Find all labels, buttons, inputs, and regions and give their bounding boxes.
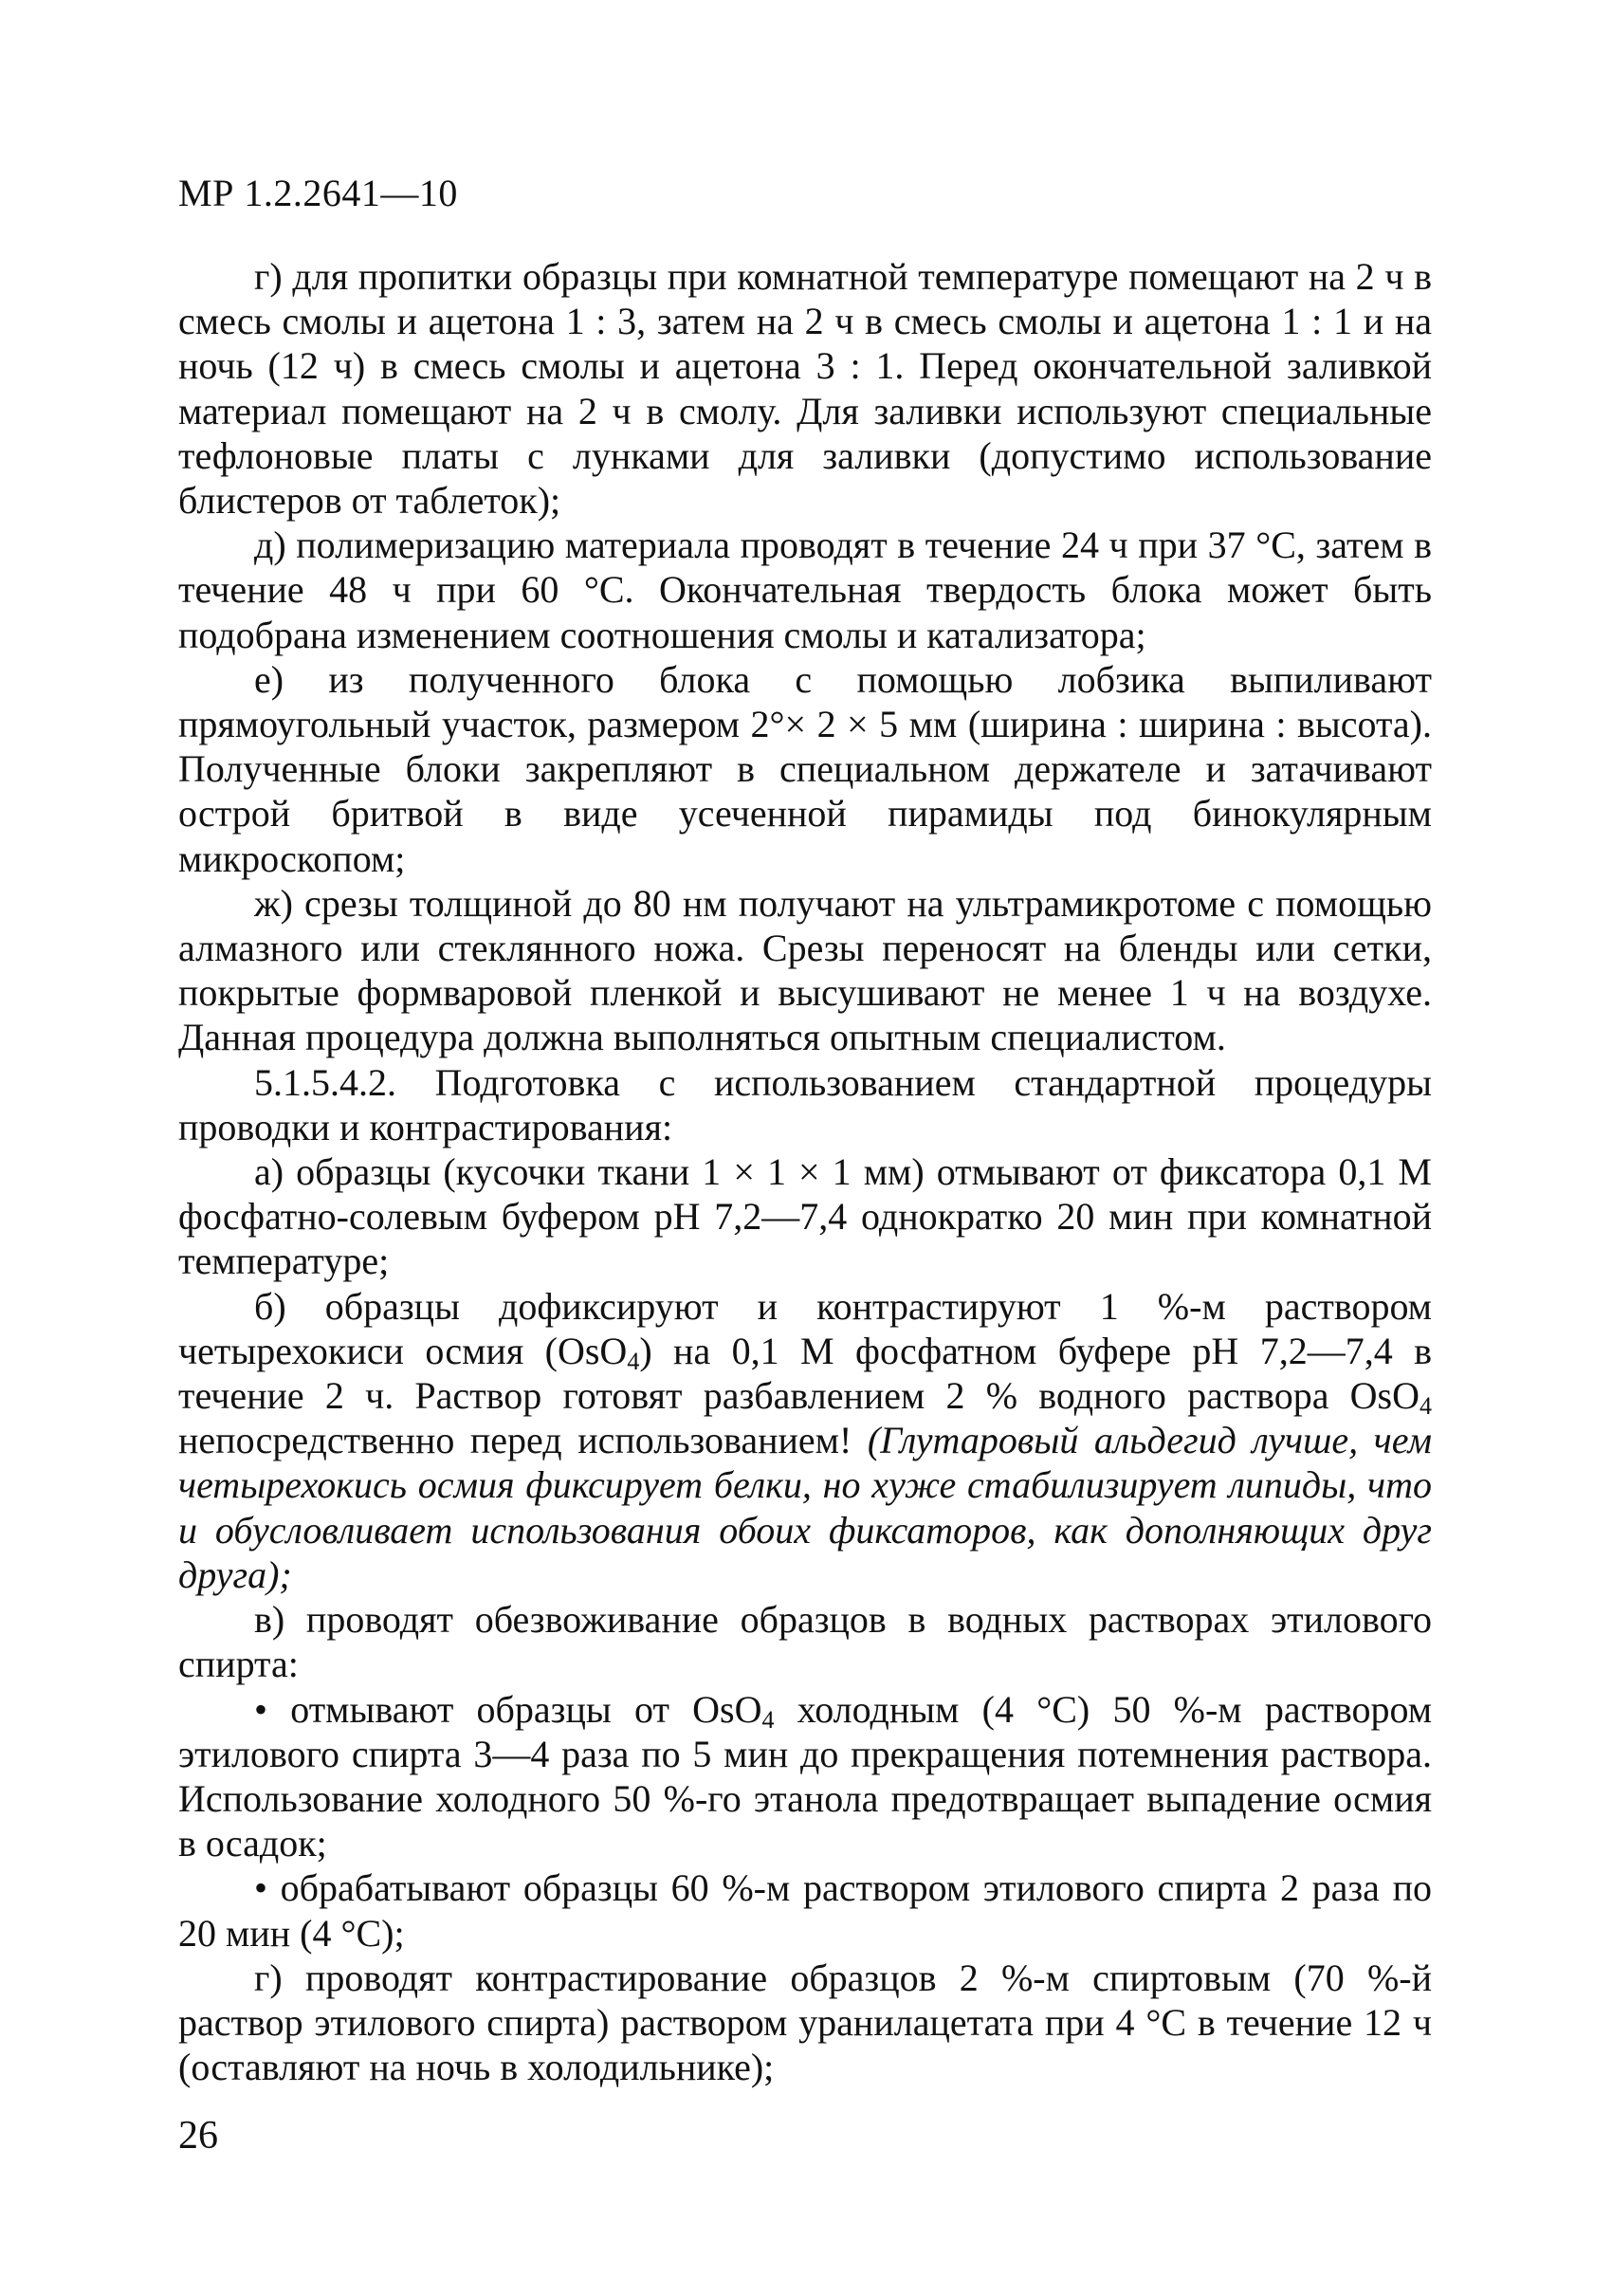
paragraph-g-contrasting: г) проводят контрастирование образцов 2 %-м спиртовым (70 %-й раствор этилового спирта) раствором уранилацетата при 4 °C в течение 12 ч (оставляют на ночь в холодильнике); xyxy=(178,1956,1432,2089)
text-run: • отмывают образцы от OsO xyxy=(254,1687,762,1731)
paragraph-v-dehydration: в) проводят обезвоживание образцов в водных растворах этилового спирта: xyxy=(178,1598,1432,1686)
bullet-item-ethanol-60: • обрабатывают образцы 60 %-м раствором этилового спирта 2 раза по 20 мин (4 °C); xyxy=(178,1866,1432,1955)
paragraph-section-5-1-5-4-2: 5.1.5.4.2. Подготовка с использованием стандартной процедуры проводки и контрастирования: xyxy=(178,1060,1432,1148)
subscript: 4 xyxy=(627,1347,640,1375)
bullet-item-wash-osmium xyxy=(178,1687,1432,1866)
text-run: непосредственно перед использованием! xyxy=(178,1419,868,1462)
paragraph-b-postfixation xyxy=(178,1284,1432,1597)
text-run: ) на 0,1 М фосфатном буфере pH 7,2—7,4 в течение 2 ч. Раствор готовят разбавлением 2 % водного раствора OsO xyxy=(178,1329,1432,1418)
text-run: б) образцы дофиксируют и контрастируют 1 %-м раствором четырехокиси осмия (OsO xyxy=(178,1284,1432,1372)
paragraph-e-block-cutting: е) из полученного блока с помощью лобзика выпиливают прямоугольный участок, размером 2°× 2 × 5 мм (ширина : ширина : высота). Полученные блоки закрепляют в специальном держателе и затачивают острой бритвой в виде усеченной пирамиды под бинокулярным микроскопом; xyxy=(178,657,1432,880)
paragraph-g-impregnation: г) для пропитки образцы при комнатной температуре помещают на 2 ч в смесь смолы и ацетона 1 : 3, затем на 2 ч в смесь смолы и ацетона 1 : 1 и на ночь (12 ч) в смесь смолы и ацетона 3 : 1. Перед окончательной заливкой материал помещают на 2 ч в смолу. Для заливки используют специальные тефлоновые платы с лунками для заливки (допустимо использование блистеров от таблеток); xyxy=(178,255,1432,523)
subscript: 4 xyxy=(761,1705,775,1734)
page-number: 26 xyxy=(178,2114,218,2158)
subscript: 4 xyxy=(1420,1392,1432,1421)
paragraph-d-polymerization: д) полимеризацию материала проводят в течение 24 ч при 37 °C, затем в течение 48 ч при 60 °C. Окончательная твердость блока может быть подобрана изменением соотношения смолы и катализатора; xyxy=(178,523,1432,656)
document-code-header: МР 1.2.2641—10 xyxy=(178,172,458,214)
document-body xyxy=(178,254,1432,2089)
paragraph-zh-sections: ж) срезы толщиной до 80 нм получают на ультрамикротоме с помощью алмазного или стеклянного ножа. Срезы переносят на бленды или сетки, покрытые формваровой пленкой и высушивают не менее 1 ч на воздухе. Данная процедура должна выполняться опытным специалистом. xyxy=(178,881,1432,1059)
text-run: холодным (4 °C) 50 %-м раствором этилового спирта 3—4 раза по 5 мин до прекращения потемнения раствора. Использование холодного 50 %-го этанола предотвращает выпадение осмия в осадок; xyxy=(178,1687,1433,1865)
paragraph-a-washing: а) образцы (кусочки ткани 1 × 1 × 1 мм) отмывают от фиксатора 0,1 М фосфатно-солевым буфером pH 7,2—7,4 однократко 20 мин при комнатной температуре; xyxy=(178,1150,1432,1283)
italic-note: (Глутаровый альдегид лучше, чем четырехокись осмия фиксирует белки, но хуже стабилизирует липиды, что и обусловливает использования обоих фиксаторов, как дополняющих друг друга); xyxy=(178,1419,1432,1596)
